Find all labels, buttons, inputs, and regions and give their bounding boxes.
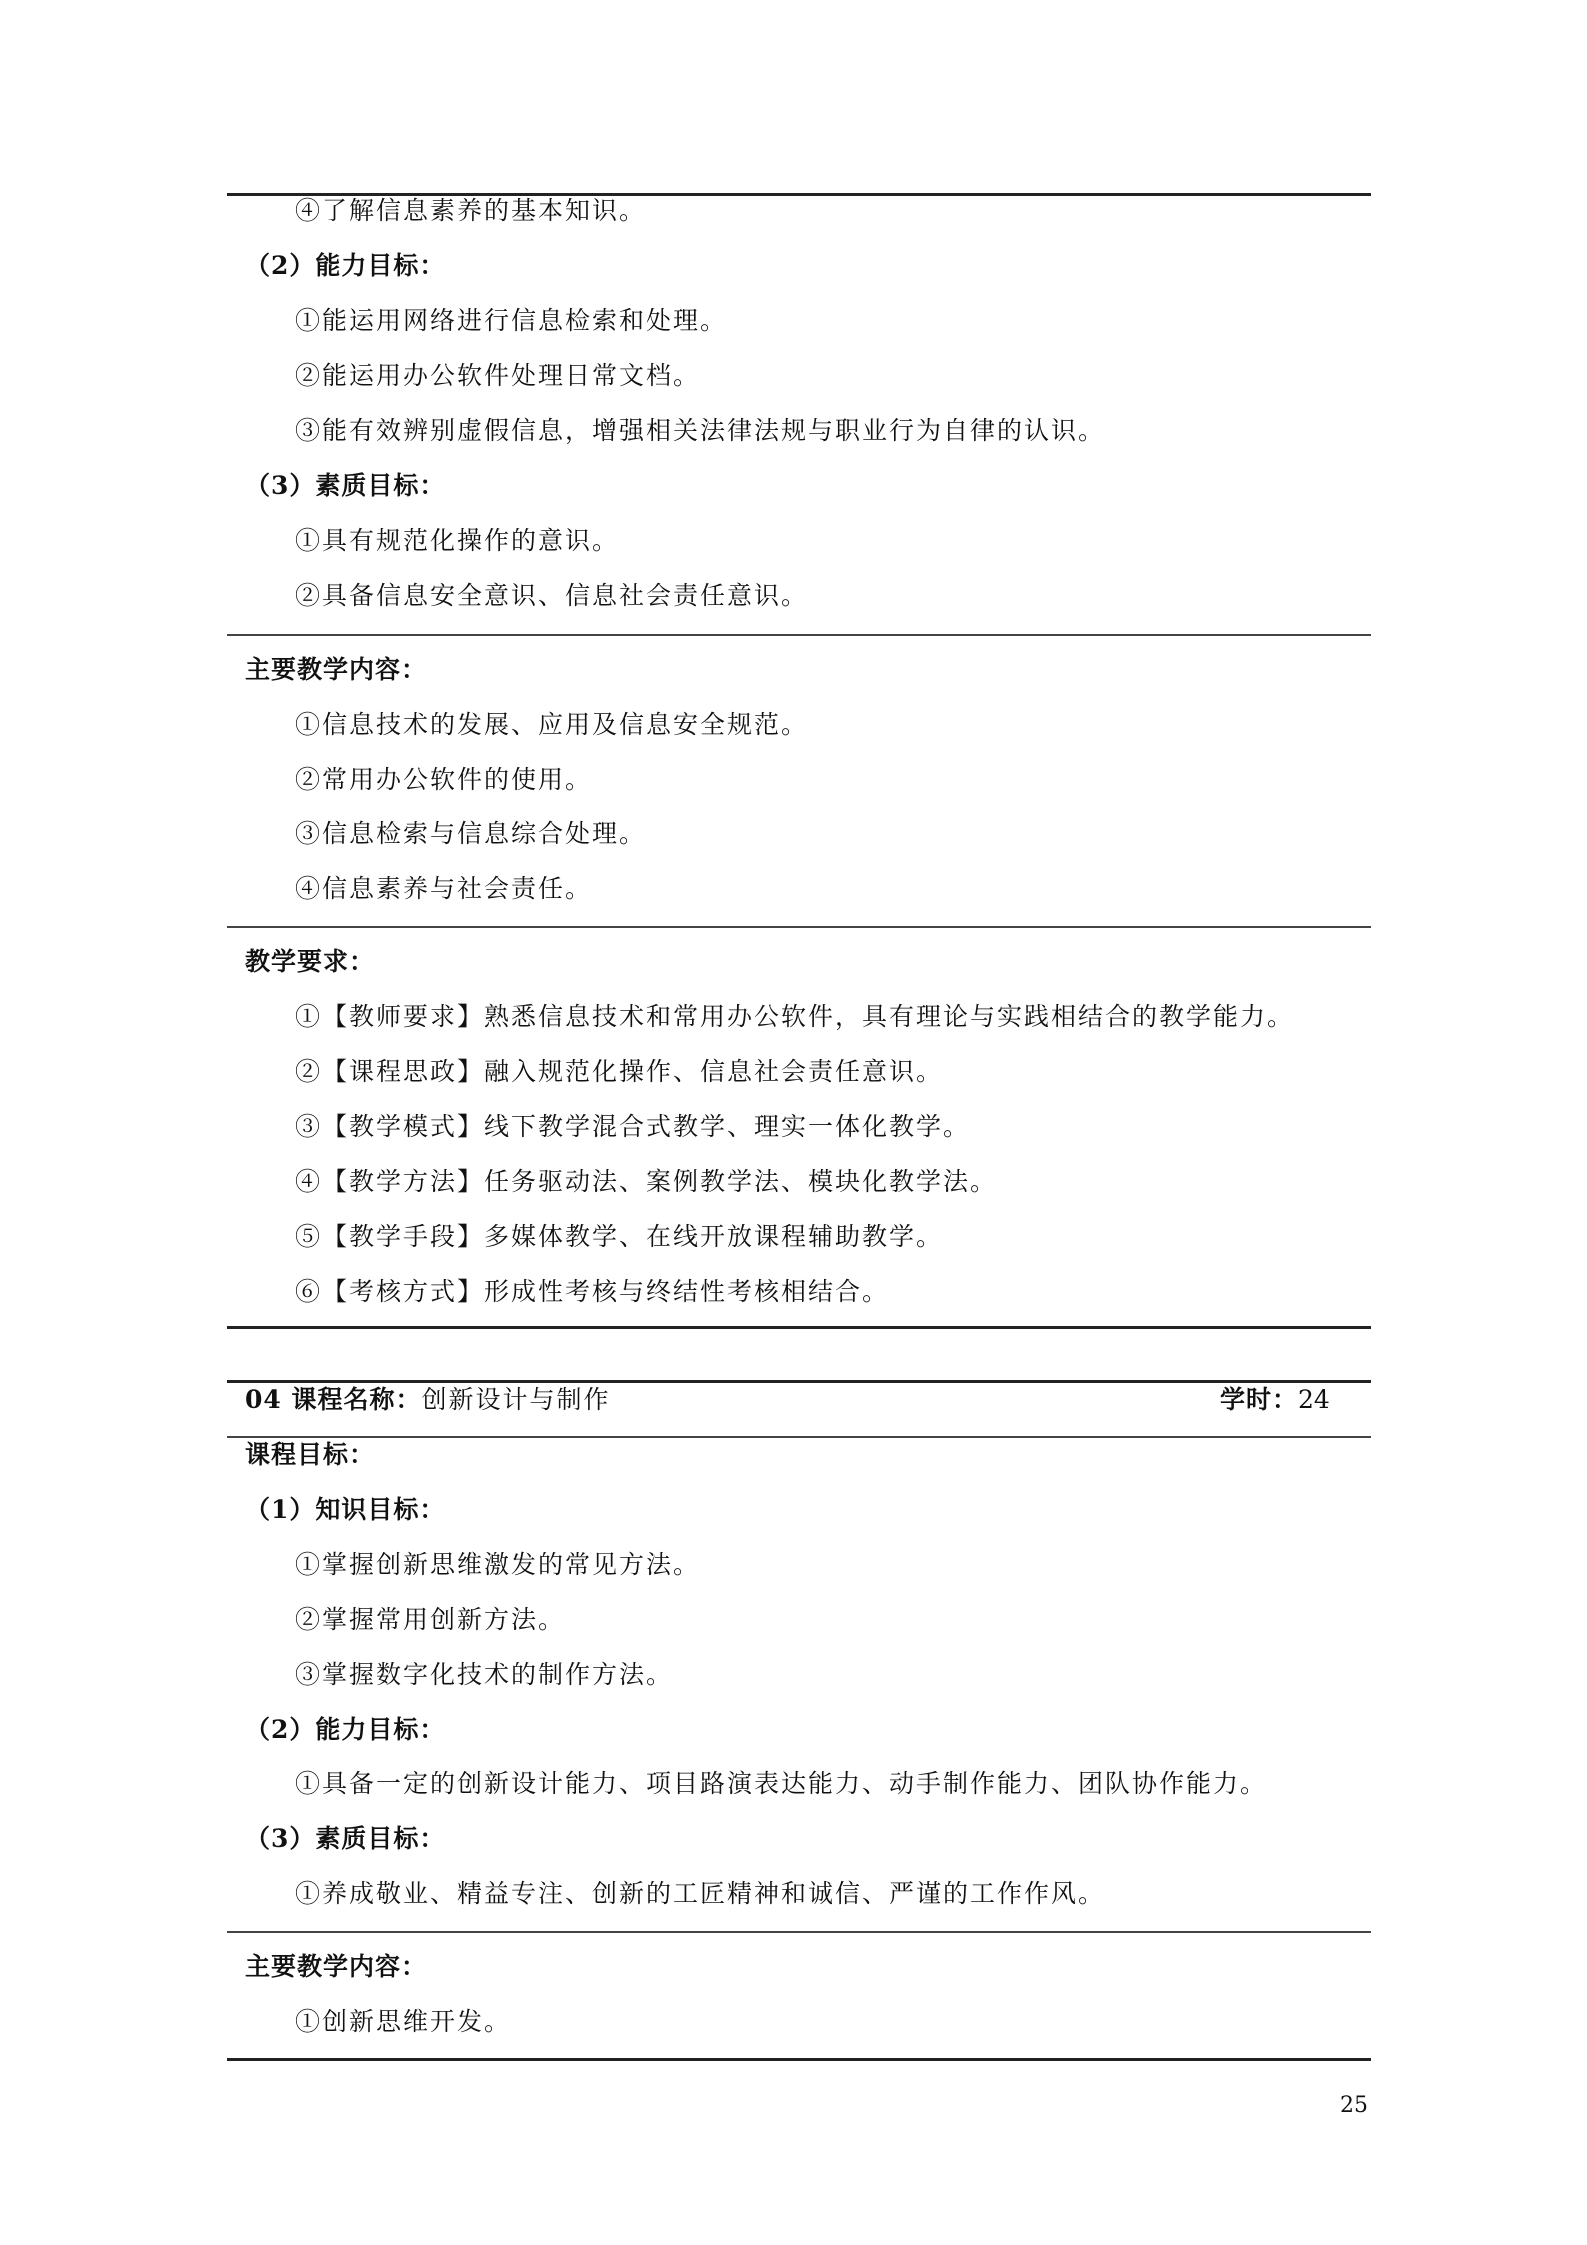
- content-item: ②常用办公软件的使用。: [295, 765, 593, 794]
- course-label: 04 课程名称：: [245, 1385, 422, 1414]
- content-item: ③信息检索与信息综合处理。: [295, 819, 647, 848]
- content-heading: 主要教学内容：: [245, 1952, 428, 1981]
- requirement-item: ④【教学方法】任务驱动法、案例教学法、模块化教学法。: [295, 1167, 998, 1196]
- content-item: ①创新思维开发。: [295, 2007, 512, 2036]
- hours-value: 24: [1298, 1385, 1330, 1414]
- quality-heading: （3）素质目标：: [245, 1824, 446, 1853]
- knowledge-item: ①掌握创新思维激发的常见方法。: [295, 1550, 701, 1579]
- page-number: 25: [1340, 2093, 1368, 2118]
- course-name: 创新设计与制作: [421, 1385, 611, 1414]
- quality-item: ①养成敬业、精益专注、创新的工匠精神和诚信、严谨的工作作风。: [295, 1879, 1106, 1908]
- goals-heading: 课程目标：: [245, 1440, 376, 1469]
- knowledge-item: ②掌握常用创新方法。: [295, 1605, 566, 1634]
- requirement-item: ③【教学模式】线下教学混合式教学、理实一体化教学。: [295, 1112, 971, 1141]
- section-divider: [227, 926, 1371, 928]
- knowledge-heading: （1）知识目标：: [245, 1495, 446, 1524]
- content-item: ④信息素养与社会责任。: [295, 874, 593, 903]
- requirements-heading: 教学要求：: [245, 947, 376, 976]
- section-divider: [227, 1436, 1371, 1438]
- requirement-item: ②【课程思政】融入规范化操作、信息社会责任意识。: [295, 1057, 944, 1086]
- ability-item: ①具备一定的创新设计能力、项目路演表达能力、动手制作能力、团队协作能力。: [295, 1769, 1268, 1798]
- ability-item: ③能有效辨别虚假信息，增强相关法律法规与职业行为自律的认识。: [295, 416, 1106, 445]
- content-item: ①信息技术的发展、应用及信息安全规范。: [295, 710, 809, 739]
- section-divider: [227, 634, 1371, 636]
- table-bottom-rule: [227, 1326, 1371, 1329]
- ability-heading: （2）能力目标：: [245, 1715, 446, 1744]
- quality-item: ①具有规范化操作的意识。: [295, 526, 620, 555]
- course-hours: [1220, 1383, 1330, 1417]
- requirement-item: ⑥【考核方式】形成性考核与终结性考核相结合。: [295, 1277, 890, 1306]
- quality-item: ②具备信息安全意识、信息社会责任意识。: [295, 581, 809, 610]
- requirement-item: ①【教师要求】熟悉信息技术和常用办公软件，具有理论与实践相结合的教学能力。: [295, 1002, 1295, 1031]
- hours-label: 学时：: [1220, 1385, 1299, 1414]
- page-bottom-rule: [227, 2058, 1371, 2061]
- requirement-item: ⑤【教学手段】多媒体教学、在线开放课程辅助教学。: [295, 1222, 944, 1251]
- course-title-row: [245, 1383, 611, 1417]
- ability-item: ②能运用办公软件处理日常文档。: [295, 361, 701, 390]
- knowledge-item: ③掌握数字化技术的制作方法。: [295, 1660, 674, 1689]
- content-heading: 主要教学内容：: [245, 655, 428, 684]
- section-divider: [227, 1931, 1371, 1933]
- ability-heading: （2）能力目标：: [245, 251, 446, 280]
- ability-item: ①能运用网络进行信息检索和处理。: [295, 306, 728, 335]
- knowledge-item: ④了解信息素养的基本知识。: [295, 196, 647, 225]
- quality-heading: （3）素质目标：: [245, 471, 446, 500]
